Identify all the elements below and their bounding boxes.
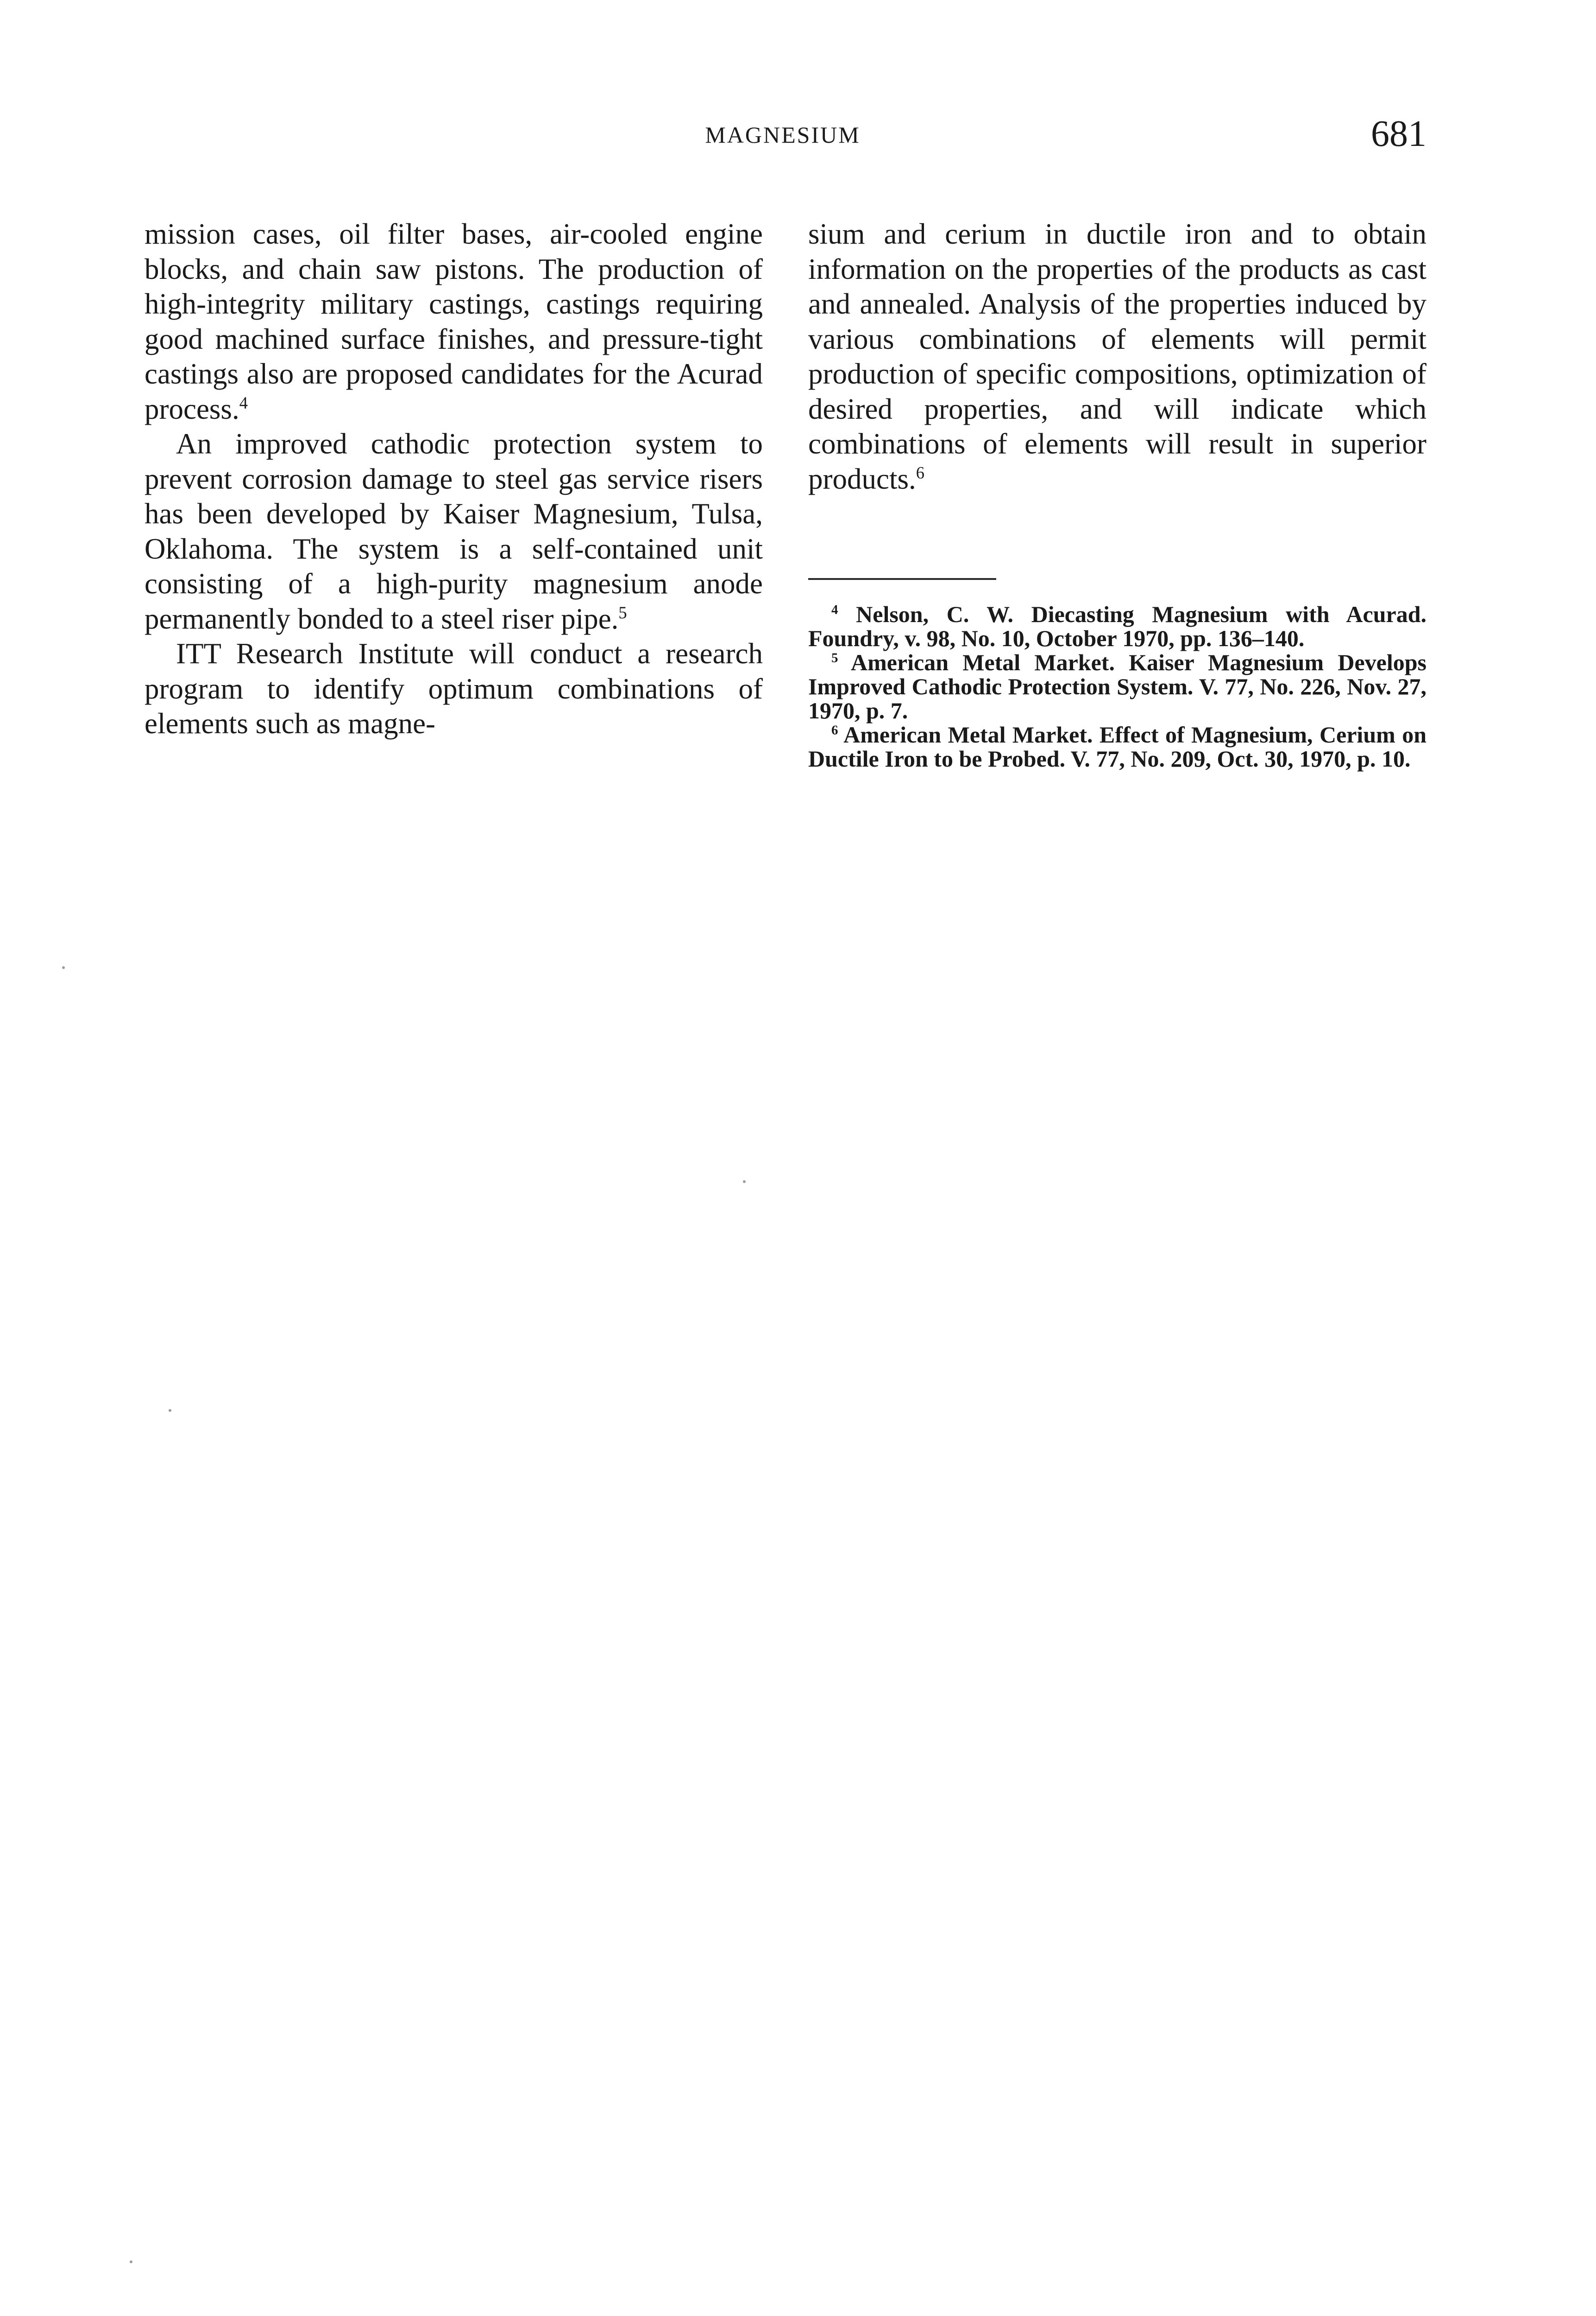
footnotes bbox=[808, 602, 1426, 771]
body-paragraph bbox=[145, 427, 763, 636]
footnote-reference: 4 bbox=[239, 393, 248, 412]
footnote-marker: 5 bbox=[831, 650, 838, 666]
footnote bbox=[808, 602, 1426, 650]
right-column bbox=[808, 217, 1426, 497]
footnote-marker: 4 bbox=[831, 602, 838, 617]
footnote-text: American Metal Market. Kaiser Magnesium Develops Improved Cathodic Protection System. V. 77, No. 226, Nov. 27, 1970, p. 7. bbox=[808, 649, 1427, 724]
footnote-marker: 6 bbox=[831, 723, 838, 738]
body-paragraph bbox=[145, 217, 763, 427]
footnote bbox=[808, 723, 1426, 771]
footnote-reference: 5 bbox=[618, 603, 627, 622]
paragraph-text: An improved cathodic protection system to prevent corrosion damage to steel gas service risers has been developed by Kaiser Magnesium, Tulsa, Oklahoma. The system is a self-contained unit consisting of a high-purity magnesium anode permanently bonded to a steel riser pipe. bbox=[145, 428, 763, 635]
left-column bbox=[145, 217, 763, 742]
footnote bbox=[808, 650, 1426, 723]
paragraph-text: mission cases, oil filter bases, air-cooled engine blocks, and chain saw pistons. The production of high-integrity military castings, castings requiring good machined surface finishes, and pressure-tight castings also are proposed candidates for the Acurad process. bbox=[145, 218, 763, 425]
scan-speck bbox=[130, 2260, 132, 2263]
paragraph-text: sium and cerium in ductile iron and to obtain information on the properties of the products as cast and annealed. Analysis of the properties induced by various combinations of elements will permit production of specific compositions, optimization of desired properties, and will indicate which combinations of elements will result in superior products. bbox=[808, 218, 1426, 495]
scan-speck bbox=[743, 1180, 746, 1183]
body-paragraph bbox=[808, 217, 1426, 497]
body-paragraph bbox=[145, 636, 763, 742]
footnote-divider bbox=[808, 578, 996, 580]
running-head: MAGNESIUM bbox=[705, 122, 861, 148]
footnote-text: Nelson, C. W. Diecasting Magnesium with Acurad. Foundry, v. 98, No. 10, October 1970, pp. 136–140. bbox=[808, 601, 1427, 651]
footnote-text: American Metal Market. Effect of Magnesium, Cerium on Ductile Iron to be Probed. V. 77, No. 209, Oct. 30, 1970, p. 10. bbox=[808, 722, 1426, 772]
paragraph-text: ITT Research Institute will conduct a research program to identify optimum combinations of elements such as magne- bbox=[145, 637, 763, 740]
footnote-reference: 6 bbox=[916, 463, 924, 482]
scan-speck bbox=[62, 966, 65, 969]
scan-speck bbox=[169, 1409, 171, 1412]
page-number: 681 bbox=[1371, 113, 1426, 154]
